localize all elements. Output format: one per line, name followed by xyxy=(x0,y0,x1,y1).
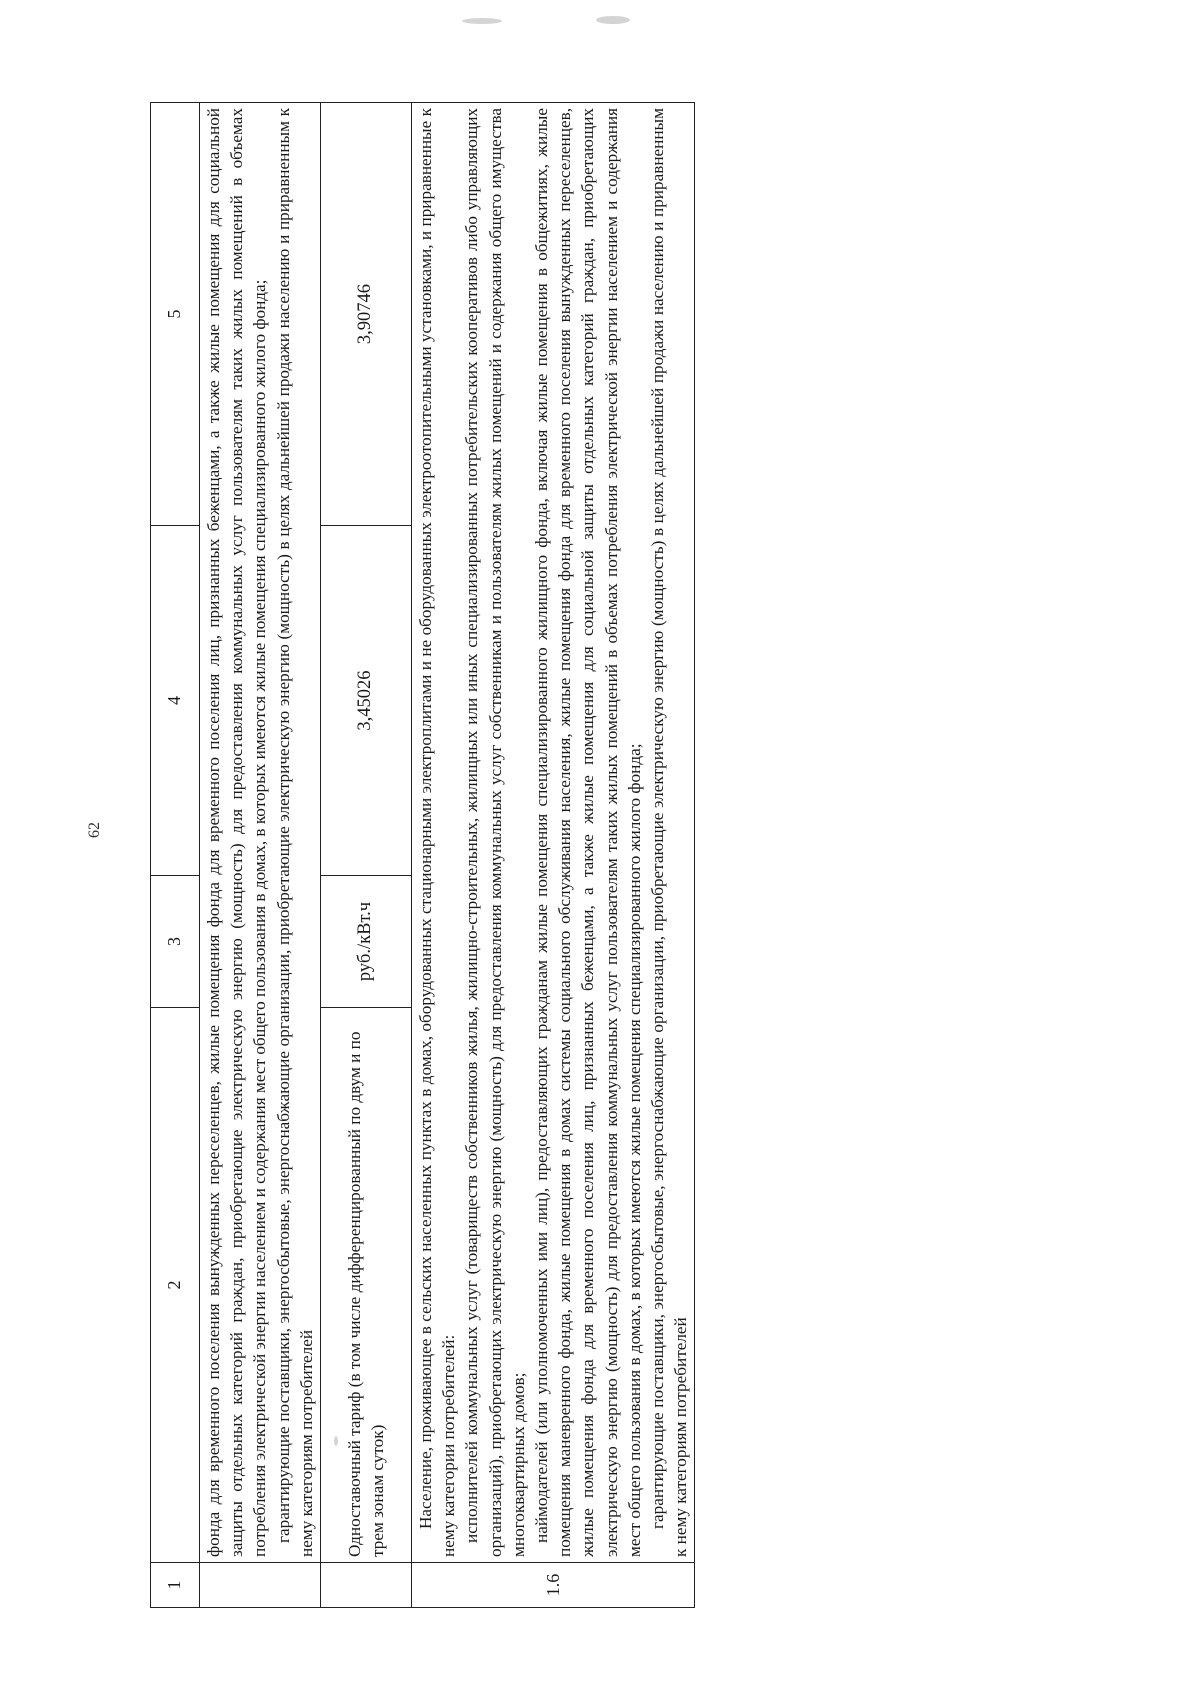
rotated-sheet xyxy=(150,103,1000,1608)
tariff-value-col5: 3,90746 xyxy=(321,103,412,526)
section-text-cell xyxy=(412,103,695,1563)
continuation-text-cell xyxy=(200,103,321,1563)
scan-speck xyxy=(462,18,502,24)
column-header-1: 1 xyxy=(151,1563,200,1608)
column-header-2: 2 xyxy=(151,1008,200,1563)
section-id: 1.6 xyxy=(412,1563,695,1608)
section-paragraph: наймодателей (или уполномоченных ими лиц), предоставляющих гражданам жилые помещения специализированного жилищного фонда, включая жилые помещения в общежитиях, жилые помещения маневренного фонда, жилые помещения в домах системы социального обслуживания населения, жилые помещения фонда для временного поселения вынужденных переселенцев, жилые помещения фонда для временного поселения лиц, признанных беженцами, а также жилые помещения для социальной защиты отдельных категорий граждан, приобретающих электрическую энергию (мощность) для предоставления коммунальных услуг пользователям таких жилых помещений в объемах потребления электрической энергии населением и содержания мест общего пользования в домах, в которых имеются жилые помещения специализированного жилого фонда; xyxy=(532,108,644,1557)
continuation-paragraph: гарантирующие поставщики, энергосбытовые, энергоснабжающие организации, приобретающие электрическую энергию (мощность) в целях дальнейшей продажи населению и приравненным к нему категориям потребителей xyxy=(273,108,316,1557)
tariff-table xyxy=(150,102,695,1608)
tariff-name: Одноставочный тариф (в том числе дифференцированный по двум и по трем зонам суток) xyxy=(321,1008,412,1563)
tariff-value-col4: 3,45026 xyxy=(321,526,412,876)
section-paragraph: гарантирующие поставщики, энергосбытовые, энергоснабжающие организации, приобретающие электрическую энергию (мощность) в целях дальнейшей продажи населению и приравненным к нему категориям потребителей xyxy=(648,108,691,1557)
page-number: 62 xyxy=(86,822,103,838)
column-header-4: 4 xyxy=(151,526,200,876)
table-header-row xyxy=(151,103,200,1608)
column-header-5: 5 xyxy=(151,103,200,526)
scan-speck xyxy=(596,16,630,24)
section-intro: Население, проживающее в сельских населенных пунктах в домах, оборудованных стационарными электроплитами и не оборудованных электроотопительными установками, и приравненные к нему категории потребителей: xyxy=(416,108,459,1557)
continuation-id-cell xyxy=(200,1563,321,1608)
column-header-3: 3 xyxy=(151,876,200,1008)
tariff-unit: руб./кВт.ч xyxy=(321,876,412,1008)
tariff-row xyxy=(321,103,412,1608)
tariff-id-cell xyxy=(321,1563,412,1608)
section-row xyxy=(412,103,695,1608)
continuation-row xyxy=(200,103,321,1608)
section-paragraph: исполнителей коммунальных услуг (товариществ собственников жилья, жилищно-строительных, жилищных или иных специализированных потребительских кооперативов либо управляющих организаций), приобретающих электрическую энергию (мощность) для предоставления коммунальных услуг собственникам и пользователям жилых помещений и содержания общего имущества многоквартирных домов; xyxy=(462,108,528,1557)
continuation-paragraph: фонда для временного поселения вынужденных переселенцев, жилые помещения фонда для временного поселения лиц, признанных беженцами, а также жилые помещения для социальной защиты отдельных категорий граждан, приобретающие электрическую энергию (мощность) для предоставления коммунальных услуг пользователям таких жилых помещений в объемах потребления электрической энергии населением и содержания мест общего пользования в домах, в которых имеются жилые помещения специализированного жилого фонда; xyxy=(204,108,270,1557)
